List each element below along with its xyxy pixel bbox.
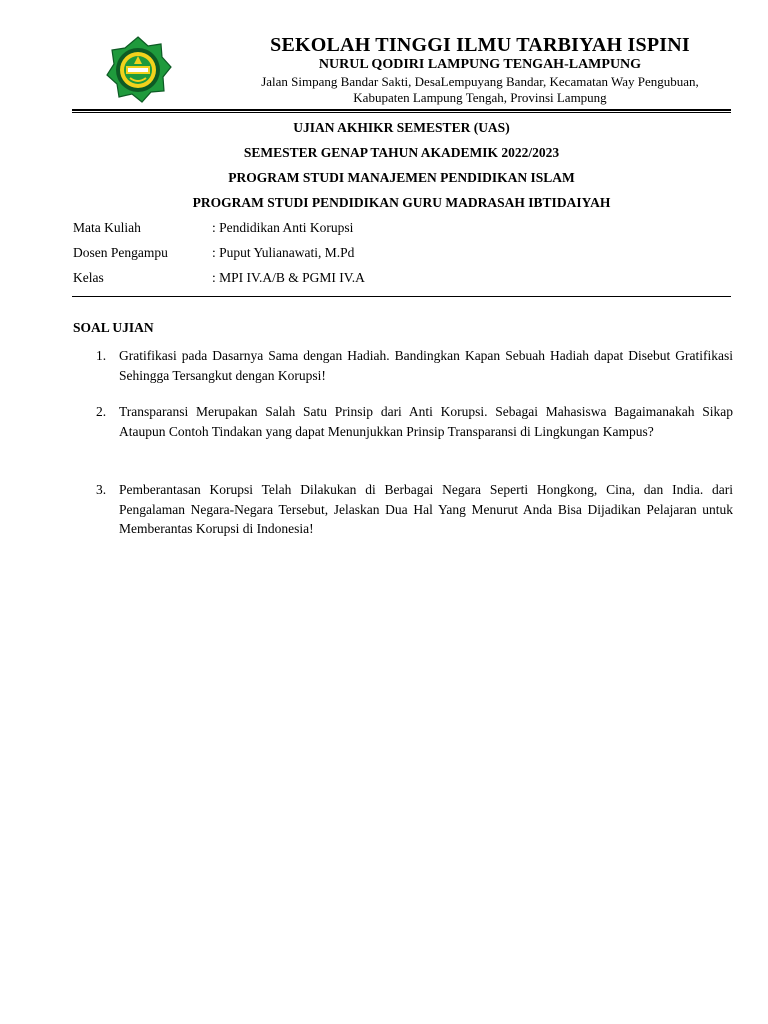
course-value: : Pendidikan Anti Korupsi [212, 220, 354, 235]
letterhead-divider [72, 109, 731, 111]
class-value: : MPI IV.A/B & PGMI IV.A [212, 270, 365, 285]
course-label: Mata Kuliah [73, 220, 141, 235]
address-line-1: Jalan Simpang Bandar Sakti, DesaLempuyang Bandar, Kecamatan Way Pengubuan, [261, 74, 699, 89]
question-item [73, 480, 733, 539]
section-title: SOAL UJIAN [73, 320, 154, 335]
institution-crest-icon [104, 36, 172, 104]
letterhead-divider-thin [72, 112, 731, 113]
question-number: 1. [96, 348, 107, 363]
lecturer-value: : Puput Yulianawati, M.Pd [212, 245, 355, 260]
question-number: 2. [96, 404, 107, 419]
institution-subtitle: NURUL QODIRI LAMPUNG TENGAH-LAMPUNG [318, 57, 642, 72]
lecturer-label: Dosen Pengampu [73, 245, 168, 260]
question-item [73, 346, 733, 385]
question-number: 3. [96, 482, 107, 497]
question-text: Pemberantasan Korupsi Telah Dilakukan di Berbagai Negara Seperti Hongkong, Cina, dan India. dari Pengalaman Negara-Negara Tersebut, Jelaskan Dua Hal Yang Menurut Anda Bisa Dijadikan Pelajaran untuk Memberantas Korupsi di Indonesia! [119, 482, 733, 536]
question-text: Gratifikasi pada Dasarnya Sama dengan Hadiah. Bandingkan Kapan Sebuah Hadiah dapat Disebut Gratifikasi Sehingga Tersangkut dengan Korupsi! [119, 348, 733, 383]
institution-name: SEKOLAH TINGGI ILMU TARBIYAH ISPINI [270, 34, 690, 56]
exam-semester: SEMESTER GENAP TAHUN AKADEMIK 2022/2023 [243, 145, 560, 160]
info-divider [72, 296, 731, 297]
class-label: Kelas [73, 270, 104, 285]
question-text: Transparansi Merupakan Salah Satu Prinsip dari Anti Korupsi. Sebagai Mahasiswa Bagaimanakah Sikap Ataupun Contoh Tindakan yang dapat Menunjukkan Prinsip Transparansi di Lingkungan Kampus? [119, 404, 733, 439]
exam-program-2: PROGRAM STUDI PENDIDIKAN GURU MADRASAH IBTIDAIYAH [192, 195, 611, 210]
address-line-2: Kabupaten Lampung Tengah, Provinsi Lampung [353, 90, 607, 105]
question-item [73, 402, 733, 441]
exam-title: UJIAN AKHIKR SEMESTER (UAS) [293, 120, 510, 135]
exam-program-1: PROGRAM STUDI MANAJEMEN PENDIDIKAN ISLAM [228, 170, 575, 185]
